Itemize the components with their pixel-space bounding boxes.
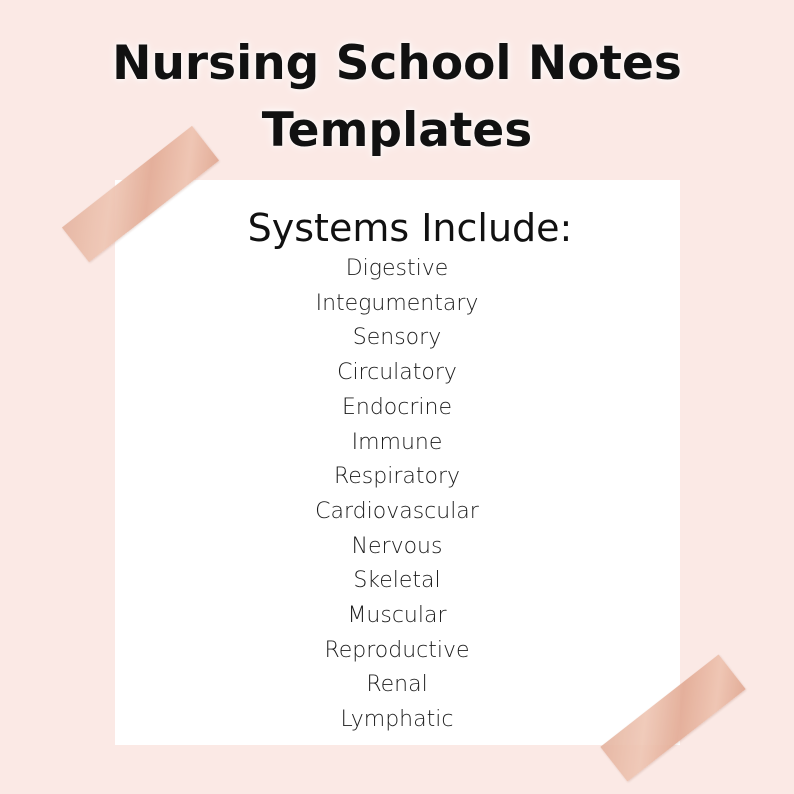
system-item-respiratory: Respiratory	[333, 464, 461, 490]
system-item-integumentary: Integumentary	[315, 290, 479, 316]
systems-heading: Systems Include:	[247, 206, 573, 250]
system-item-digestive: Digestive	[345, 256, 449, 281]
system-item-nervous: Nervous	[351, 533, 443, 559]
system-item-immune: Immune	[351, 429, 443, 455]
page-title-line-1: Nursing School Notes	[112, 36, 682, 91]
systems-list	[0, 252, 794, 738]
page-title-line-2: Templates	[261, 103, 533, 158]
system-item-lymphatic: Lymphatic	[340, 707, 454, 733]
system-item-endocrine: Endocrine	[342, 394, 452, 420]
system-item-reproductive: Reproductive	[324, 637, 470, 663]
system-item-muscular: Muscular	[347, 603, 447, 629]
system-item-skeletal: Skeletal	[353, 568, 441, 594]
system-item-renal: Renal	[366, 672, 428, 698]
system-item-sensory: Sensory	[352, 325, 442, 351]
system-item-cardiovascular: Cardiovascular	[315, 498, 479, 524]
system-item-circulatory: Circulatory	[337, 360, 457, 386]
